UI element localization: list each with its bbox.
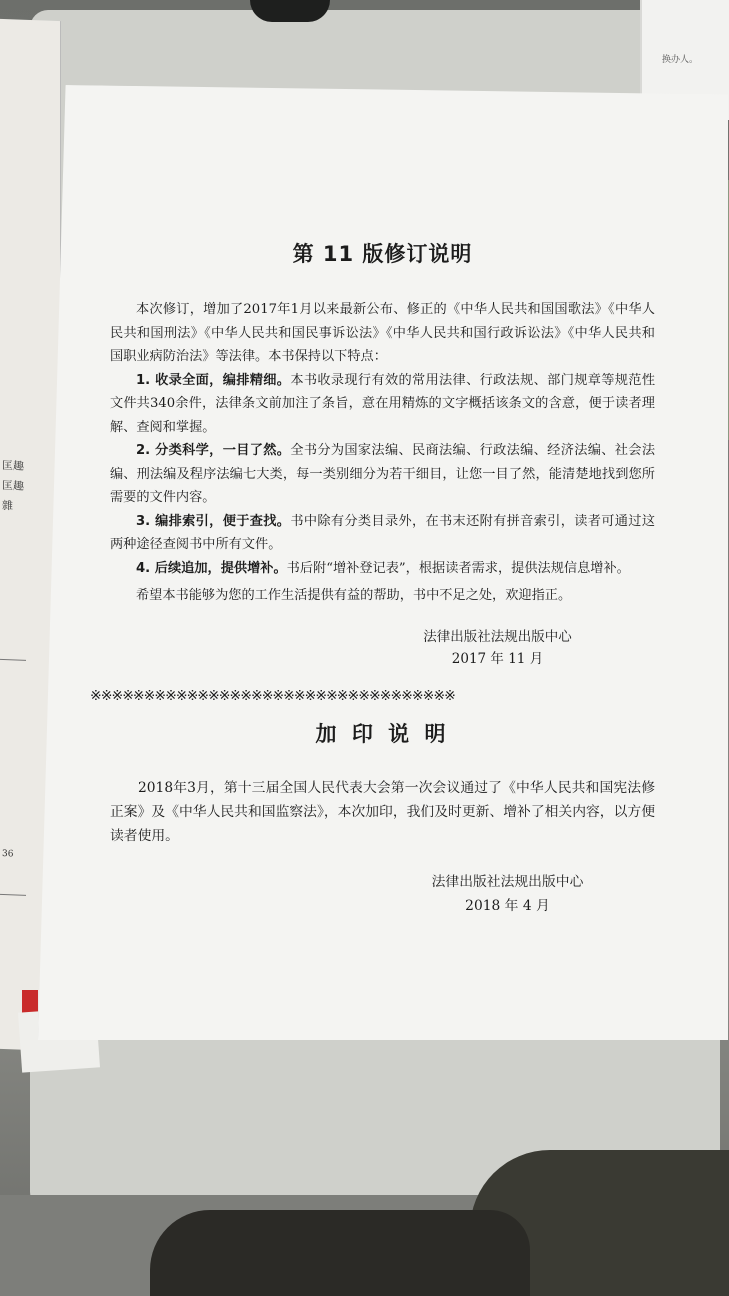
reprint-body: 2018年3月，第十三届全国人民代表大会第一次会议通过了《中华人民共和国宪法修正案》及《中华人民共和国监察法》，本次加印，我们及时更新、增补了相关内容，以方便读者使用。 bbox=[110, 779, 655, 844]
reprint-signature bbox=[360, 870, 655, 918]
revision-signature bbox=[340, 626, 655, 670]
dark-object bbox=[250, 0, 330, 22]
box-label: 换办人。 bbox=[662, 55, 699, 65]
left-rule bbox=[0, 659, 26, 661]
left-rule bbox=[0, 894, 26, 896]
section-separator: ※※※※※※※※※※※※※※※※※※※※※※※※※※※※※※※※※※ bbox=[90, 687, 455, 704]
left-fragment: 匡趣 bbox=[2, 479, 24, 493]
reprint-title: 加 印 说 明 bbox=[315, 721, 450, 746]
feature-head: 1. 收录全面，编排精细。 bbox=[136, 372, 291, 388]
feature-text: 全书分为国家法编、民商法编、行政法编、经济法编、社会法编、刑法编及程序法编七大类，每一类别细分为若干细目，让您一目了然，能清楚地找到您所需要的文件内容。 bbox=[110, 443, 656, 505]
feature-text: 书中除有分类目录外，在书末还附有拼音索引，读者可通过这两种途径查阅书中所有文件。 bbox=[110, 513, 656, 552]
revision-date: 2017 年 11 月 bbox=[451, 650, 544, 667]
revision-title: 第 11 版修订说明 bbox=[292, 242, 473, 266]
publisher-name: 法律出版社法规出版中心 bbox=[423, 628, 572, 645]
revision-closing: 希望本书能够为您的工作生活提供有益的帮助，书中不足之处，欢迎指正。 bbox=[136, 588, 572, 603]
page-content bbox=[90, 238, 656, 918]
feature-text: 书后附“增补登记表”，根据读者需求，提供法规信息增补。 bbox=[286, 560, 630, 576]
left-page-number: 36 bbox=[2, 849, 14, 860]
shoe bbox=[150, 1210, 530, 1296]
left-fragment: 雜 bbox=[2, 499, 13, 513]
left-fragment: 匡趣 bbox=[2, 459, 24, 473]
reprint-date: 2018 年 4 月 bbox=[465, 897, 550, 914]
feature-head: 3. 编排索引，便于查找。 bbox=[136, 513, 291, 529]
revision-intro: 本次修订，增加了2017年1月以来最新公布、修正的《中华人民共和国国歌法》《中华人民共和国刑法》《中华人民共和国民事诉讼法》《中华人民共和国行政诉讼法》《中华人民共和国职业病防治法》等法律。本书保持以下特点： bbox=[110, 302, 655, 364]
feature-item bbox=[110, 557, 655, 581]
feature-item bbox=[110, 510, 655, 557]
feature-head: 2. 分类科学，一目了然。 bbox=[136, 443, 291, 458]
feature-item bbox=[110, 369, 655, 440]
feature-text: 本书收录现行有效的常用法律、行政法规、部门规章等规范性文件共340余件，法律条文前加注了条旨，意在用精炼的文字概括该条文的含意，便于读者理解、查阅和掌握。 bbox=[110, 372, 656, 435]
feature-item bbox=[110, 439, 655, 510]
feature-head: 4. 后续追加，提供增补。 bbox=[136, 560, 287, 576]
publisher-name: 法律出版社法规出版中心 bbox=[431, 873, 584, 890]
